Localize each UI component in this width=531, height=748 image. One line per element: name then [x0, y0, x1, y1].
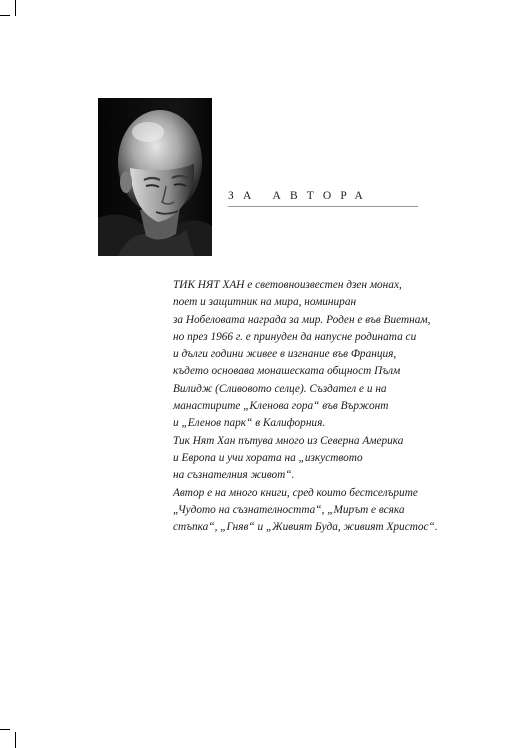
author-biography — [173, 277, 443, 536]
crop-mark-top-vertical — [15, 0, 16, 16]
bio-line: но през 1966 г. е принуден да напусне родината си — [173, 330, 417, 343]
bio-line: и „Еленов парк“ в Калифорния. — [173, 417, 326, 430]
bio-line: ТИК НЯТ ХАН е световноизвестен дзен монах, — [173, 279, 402, 291]
bio-line: където основава монашеската общност Пълм — [173, 365, 401, 378]
bio-line: и Европа и учи хората на „изкуството — [173, 451, 363, 464]
bio-line: „Чудото на съзнателността“, „Мирът е всяка — [173, 503, 405, 516]
author-portrait-image — [98, 98, 212, 256]
crop-mark-bottom-horizontal — [0, 729, 10, 730]
bio-line: Автор е на много книги, сред които бестселърите — [173, 486, 418, 499]
bio-line: манастирите „Кленова гора“ във Вържонт — [173, 400, 389, 413]
bio-line: и дълги години живее в изгнание във Франция, — [173, 348, 397, 361]
crop-mark-bottom-vertical — [15, 732, 16, 748]
bio-line: на съзнателния живот“. — [173, 469, 295, 482]
bio-line: стъпка“, „Гняв“ и „Живият Буда, живият Христос“. — [173, 521, 438, 534]
bio-line: Вилидж (Сливовото селце). Създател е и на — [173, 382, 387, 395]
section-heading: ЗА АВТОРА — [228, 190, 372, 202]
heading-underline — [228, 206, 418, 207]
bio-line: за Нобеловата награда за мир. Роден е във Виетнам, — [173, 313, 431, 326]
author-photo — [98, 98, 212, 256]
crop-mark-top-horizontal — [0, 15, 10, 16]
bio-line: поет и защитник на мира, номиниран — [173, 296, 357, 309]
bio-line: Тик Нят Хан пътува много из Северна Америка — [173, 434, 404, 447]
